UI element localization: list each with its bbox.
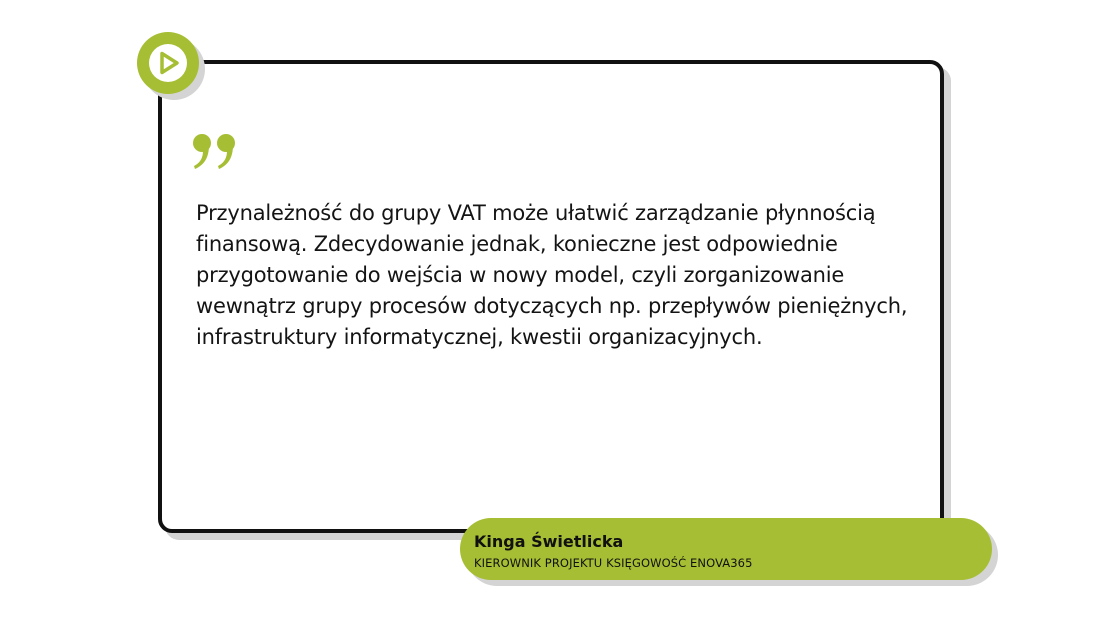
quote-text: Przynależność do grupy VAT może ułatwić zarządzanie płynnością finansową. Zdecydowanie jednak, konieczne jest odpowiednie przygotowanie do wejścia w nowy model, czyli zorganizowanie wewnątrz grupy procesów dotyczących np. przepływów pieniężnych, infrastruktury informatycznej, kwestii organizacyjnych. xyxy=(196,201,908,349)
play-badge[interactable] xyxy=(137,32,199,94)
quote-mark-icon xyxy=(192,132,240,172)
author-name: Kinga Świetlicka xyxy=(474,532,624,551)
author-role: KIEROWNIK PROJEKTU KSIĘGOWOŚĆ ENOVA365 xyxy=(474,556,753,570)
play-icon xyxy=(137,32,199,94)
